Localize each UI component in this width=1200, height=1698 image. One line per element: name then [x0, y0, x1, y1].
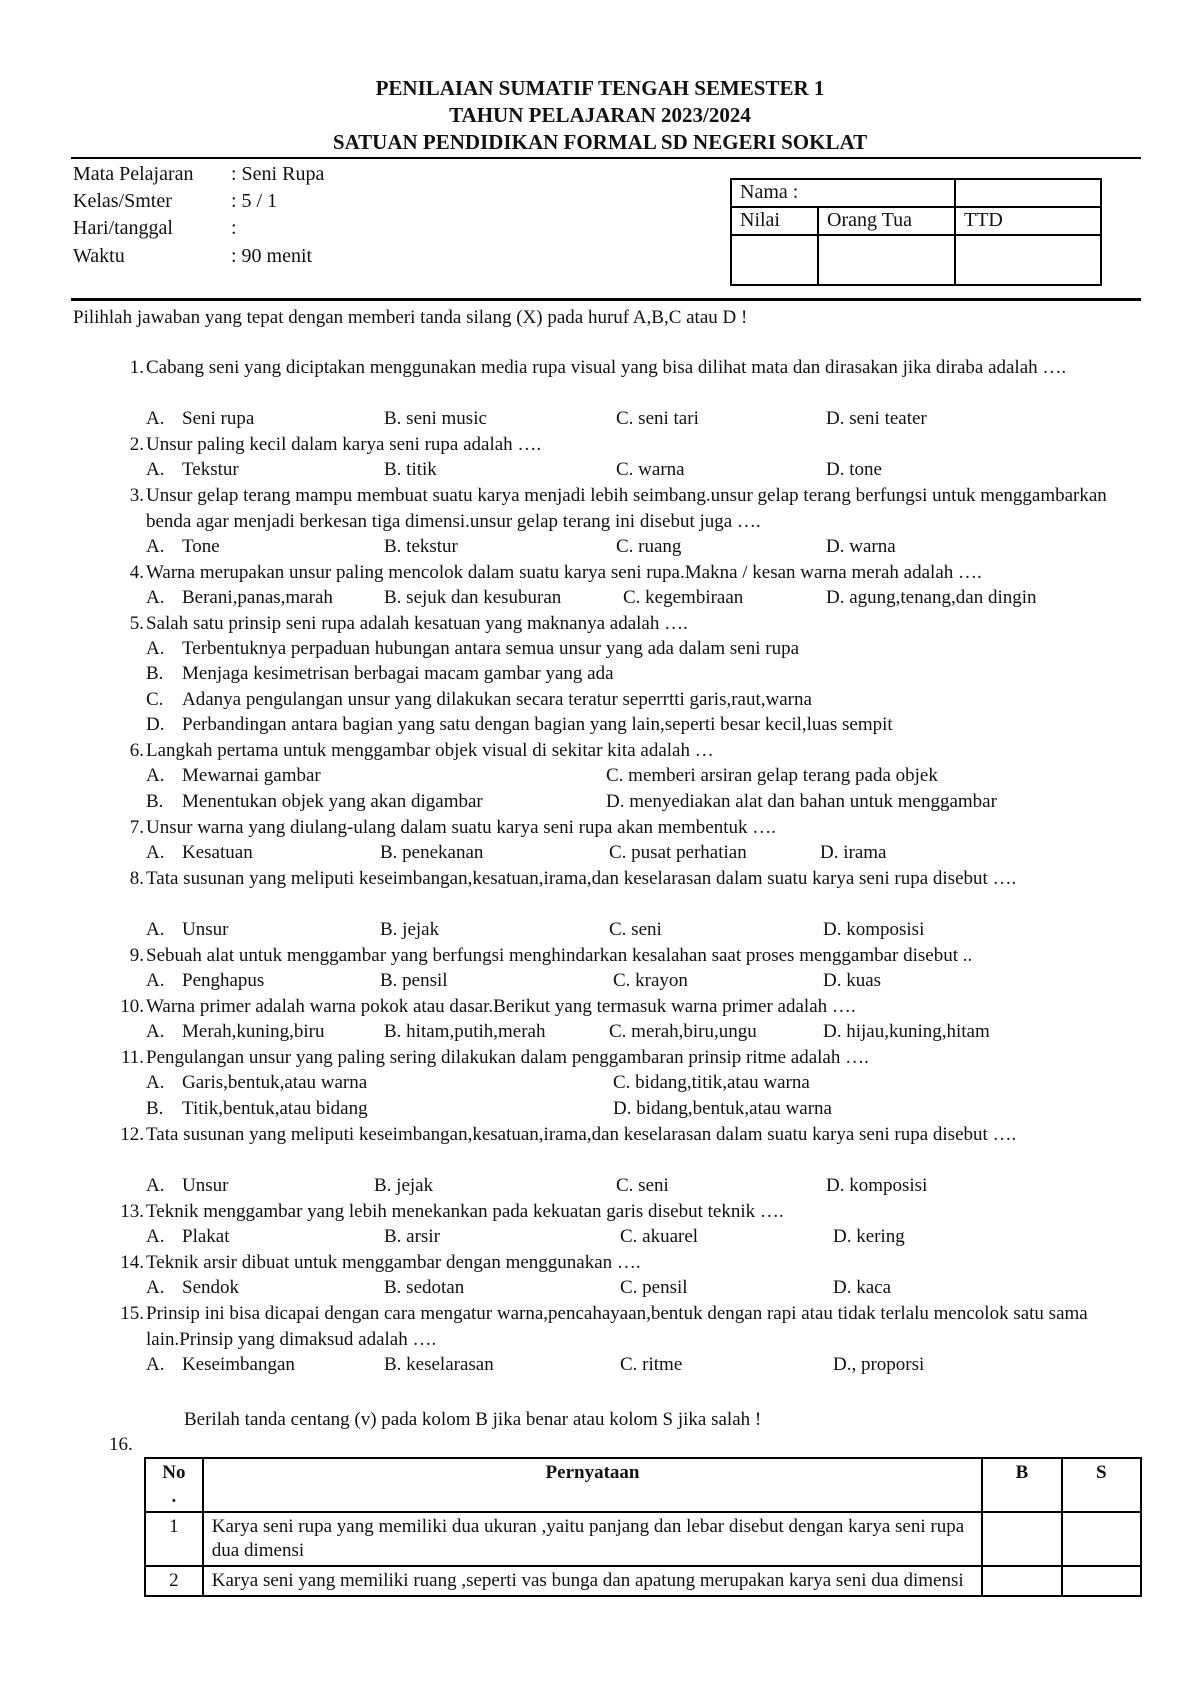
option-d[interactable]: D. komposisi — [823, 919, 925, 940]
school-name: SATUAN PENDIDIKAN FORMAL SD NEGERI SOKLAT — [332, 130, 868, 154]
question-number: 4. — [129, 562, 144, 583]
score-field[interactable] — [731, 235, 818, 285]
question-text: Teknik menggambar yang lebih menekankan pada kekuatan garis disebut teknik …. — [146, 1201, 784, 1222]
table-row — [145, 1512, 1141, 1566]
question-text: Tata susunan yang meliputi keseimbangan,kesatuan,irama,dan keselarasan dalam suatu karya seni rupa disebut …. — [146, 1124, 1017, 1145]
option-b[interactable]: B. sejuk dan kesuburan — [384, 587, 562, 608]
answer-s-cell[interactable] — [1062, 1566, 1141, 1596]
option-b[interactable]: B. tekstur — [384, 536, 458, 557]
option-d[interactable]: D. bidang,bentuk,atau warna — [613, 1098, 832, 1119]
option-d[interactable]: D. menyediakan alat dan bahan untuk menggambar — [606, 791, 997, 812]
student-id-box — [730, 178, 1102, 286]
option-b[interactable]: B. penekanan — [380, 842, 484, 863]
answer-s-cell[interactable] — [1062, 1512, 1141, 1566]
option-a[interactable]: A. Terbentuknya perpaduan hubungan antara semua unsur yang ada dalam seni rupa — [146, 638, 799, 659]
option-c[interactable]: C. pusat perhatian — [609, 842, 747, 863]
question-number: 11. — [120, 1047, 144, 1068]
table-header-row — [145, 1458, 1141, 1512]
option-c[interactable]: C. bidang,titik,atau warna — [613, 1072, 810, 1093]
header-rule-top — [71, 157, 1141, 159]
col-statement-header: Pernyataan — [203, 1458, 982, 1512]
true-false-table — [144, 1457, 1142, 1597]
option-b[interactable]: B. jejak — [380, 919, 440, 940]
option-d[interactable]: D. tone — [826, 459, 882, 480]
question-text: Cabang seni yang diciptakan menggunakan media rupa visual yang bisa dilihat mata dan dirasakan jika diraba adalah …. — [146, 357, 1067, 378]
statement-text: Karya seni yang memiliki ruang ,seperti vas bunga dan apatung merupakan karya seni dua dimensi — [203, 1566, 982, 1596]
option-d[interactable]: D. kering — [833, 1226, 905, 1247]
question-text: Salah satu prinsip seni rupa adalah kesatuan yang maknanya adalah …. — [146, 613, 688, 634]
option-a[interactable]: A. Berani,panas,marah — [146, 587, 333, 608]
question-text: Sebuah alat untuk menggambar yang berfungsi menghindarkan kesalahan saat proses menggambar disebut .. — [146, 945, 973, 966]
option-a[interactable]: A. Sendok — [146, 1277, 239, 1298]
question-number: 7. — [129, 817, 144, 838]
option-d[interactable]: D. komposisi — [826, 1175, 928, 1196]
option-b[interactable]: B. keselarasan — [384, 1354, 494, 1375]
signature-field[interactable] — [955, 235, 1101, 285]
info-value: : 5 / 1 — [231, 190, 278, 212]
option-d[interactable]: D. kuas — [823, 970, 882, 991]
question-number: 9. — [129, 945, 144, 966]
option-c[interactable]: C. warna — [616, 459, 685, 480]
table-row — [145, 1566, 1141, 1596]
option-a[interactable]: A. Tone — [146, 536, 220, 557]
question-text: Warna primer adalah warna pokok atau dasar.Berikut yang termasuk warna primer adalah …. — [146, 996, 856, 1017]
question-number: 14. — [120, 1252, 144, 1273]
academic-year: TAHUN PELAJARAN 2023/2024 — [449, 103, 751, 127]
question-number: 16. — [109, 1434, 133, 1455]
option-c[interactable]: C. akuarel — [620, 1226, 699, 1247]
answer-b-cell[interactable] — [982, 1566, 1061, 1596]
row-number: 2 — [145, 1566, 203, 1596]
option-a[interactable]: A. Seni rupa — [146, 408, 255, 429]
option-a[interactable]: A. Unsur — [146, 1175, 229, 1196]
option-a[interactable]: A. Mewarnai gambar — [146, 765, 321, 786]
option-b[interactable]: B. Menjaga kesimetrisan berbagai macam gambar yang ada — [146, 663, 614, 684]
question-number: 10. — [120, 996, 144, 1017]
parent-label: Orang Tua — [818, 207, 955, 235]
option-a[interactable]: A. Tekstur — [146, 459, 239, 480]
option-c[interactable]: C. pensil — [620, 1277, 688, 1298]
section2-instruction: Berilah tanda centang (v) pada kolom B jika benar atau kolom S jika salah ! — [184, 1409, 762, 1430]
option-b[interactable]: B. pensil — [380, 970, 448, 991]
signature-label: TTD — [955, 207, 1101, 235]
option-a[interactable]: A. Unsur — [146, 919, 229, 940]
answer-b-cell[interactable] — [982, 1512, 1061, 1566]
question-number: 3. — [129, 485, 144, 506]
question-number: 8. — [129, 868, 144, 889]
parent-field[interactable] — [818, 235, 955, 285]
option-d[interactable]: D. seni teater — [826, 408, 927, 429]
info-value: : Seni Rupa — [231, 163, 325, 185]
info-label: Waktu — [73, 245, 125, 267]
statement-text: Karya seni rupa yang memiliki dua ukuran ,yaitu panjang dan lebar disebut dengan karya seni rupa dua dimensi — [203, 1512, 982, 1566]
option-c[interactable]: C. Adanya pengulangan unsur yang dilakukan secara teratur seperrtti garis,raut,warna — [146, 689, 812, 710]
question-text: Warna merupakan unsur paling mencolok dalam suatu karya seni rupa.Makna / kesan warna merah adalah …. — [146, 562, 982, 583]
question-text: Tata susunan yang meliputi keseimbangan,kesatuan,irama,dan keselarasan dalam suatu karya seni rupa disebut …. — [146, 868, 1017, 889]
info-label: Kelas/Smter — [73, 190, 172, 212]
option-d[interactable]: D. kaca — [833, 1277, 892, 1298]
question-number: 2. — [129, 434, 144, 455]
question-number: 1. — [129, 357, 144, 378]
instruction-text: Pilihlah jawaban yang tepat dengan memberi tanda silang (X) pada huruf A,B,C atau D ! — [73, 307, 748, 328]
question-number: 12. — [120, 1124, 144, 1145]
col-s-header: S — [1062, 1458, 1141, 1512]
option-a[interactable]: A. Keseimbangan — [146, 1354, 295, 1375]
option-d[interactable]: D. irama — [820, 842, 887, 863]
option-c[interactable]: C. seni — [609, 919, 662, 940]
option-c[interactable]: C. memberi arsiran gelap terang pada objek — [606, 765, 938, 786]
name-field[interactable] — [818, 179, 955, 207]
question-text: Unsur gelap terang mampu membuat suatu karya menjadi lebih seimbang.unsur gelap terang berfungsi untuk menggambarkan benda agar menjadi berkesan tiga dimensi.unsur gelap terang ini disebut juga …. — [146, 485, 1107, 532]
question-text: Unsur paling kecil dalam karya seni rupa adalah …. — [146, 434, 542, 455]
option-d[interactable]: D. hijau,kuning,hitam — [823, 1021, 990, 1042]
option-b[interactable]: B. hitam,putih,merah — [384, 1021, 546, 1042]
option-c[interactable]: C. merah,biru,ungu — [609, 1021, 757, 1042]
question-number: 13. — [120, 1201, 144, 1222]
question-text: Teknik arsir dibuat untuk menggambar dengan menggunakan …. — [146, 1252, 641, 1273]
name-label: Nama : — [731, 179, 818, 207]
question-number: 15. — [120, 1303, 144, 1324]
option-b[interactable]: B. Menentukan objek yang akan digambar — [146, 791, 483, 812]
question-text: Unsur warna yang diulang-ulang dalam suatu karya seni rupa akan membentuk …. — [146, 817, 776, 838]
option-c[interactable]: C. seni tari — [616, 408, 699, 429]
question-number: 6. — [129, 740, 144, 761]
question-number: 5. — [129, 613, 144, 634]
option-c[interactable]: C. ruang — [616, 536, 682, 557]
option-a[interactable]: A. Kesatuan — [146, 842, 253, 863]
option-a[interactable]: A. Penghapus — [146, 970, 265, 991]
option-d[interactable]: D., proporsi — [833, 1354, 925, 1375]
info-value: : 90 menit — [231, 245, 313, 267]
option-c[interactable]: C. kegembiraan — [623, 587, 744, 608]
option-b[interactable]: B. sedotan — [384, 1277, 465, 1298]
option-b[interactable]: B. seni music — [384, 408, 487, 429]
option-b[interactable]: B. titik — [384, 459, 437, 480]
option-b[interactable]: B. arsir — [384, 1226, 440, 1247]
question-text: Langkah pertama untuk menggambar objek visual di sekitar kita adalah … — [146, 740, 714, 761]
col-no-header: No . — [145, 1458, 203, 1512]
option-a[interactable]: A. Plakat — [146, 1226, 230, 1247]
option-c[interactable]: C. ritme — [620, 1354, 683, 1375]
info-value: : — [231, 217, 237, 239]
option-c[interactable]: C. krayon — [613, 970, 688, 991]
question-text: Pengulangan unsur yang paling sering dilakukan dalam penggambaran prinsip ritme adalah …. — [146, 1047, 869, 1068]
info-label: Hari/tanggal — [73, 217, 173, 239]
col-b-header: B — [982, 1458, 1061, 1512]
info-label: Mata Pelajaran — [73, 163, 194, 185]
option-b[interactable]: B. Titik,bentuk,atau bidang — [146, 1098, 368, 1119]
exam-title: PENILAIAN SUMATIF TENGAH SEMESTER 1 — [375, 76, 825, 100]
option-b[interactable]: B. jejak — [374, 1175, 434, 1196]
option-c[interactable]: C. seni — [616, 1175, 669, 1196]
name-field-extra[interactable] — [955, 179, 1101, 207]
option-a[interactable]: A. Garis,bentuk,atau warna — [146, 1072, 368, 1093]
score-label: Nilai — [731, 207, 818, 235]
option-d[interactable]: D. warna — [826, 536, 896, 557]
header-rule-bottom — [71, 298, 1141, 301]
row-number: 1 — [145, 1512, 203, 1566]
option-a[interactable]: A. Merah,kuning,biru — [146, 1021, 325, 1042]
question-text: Prinsip ini bisa dicapai dengan cara mengatur warna,pencahayaan,bentuk dengan rapi atau tidak terlalu mencolok satu sama lain.Prinsip yang dimaksud adalah …. — [146, 1303, 1088, 1350]
option-d[interactable]: D. agung,tenang,dan dingin — [826, 587, 1037, 608]
option-d[interactable]: D. Perbandingan antara bagian yang satu dengan bagian yang lain,seperti besar kecil,luas sempit — [146, 714, 893, 735]
